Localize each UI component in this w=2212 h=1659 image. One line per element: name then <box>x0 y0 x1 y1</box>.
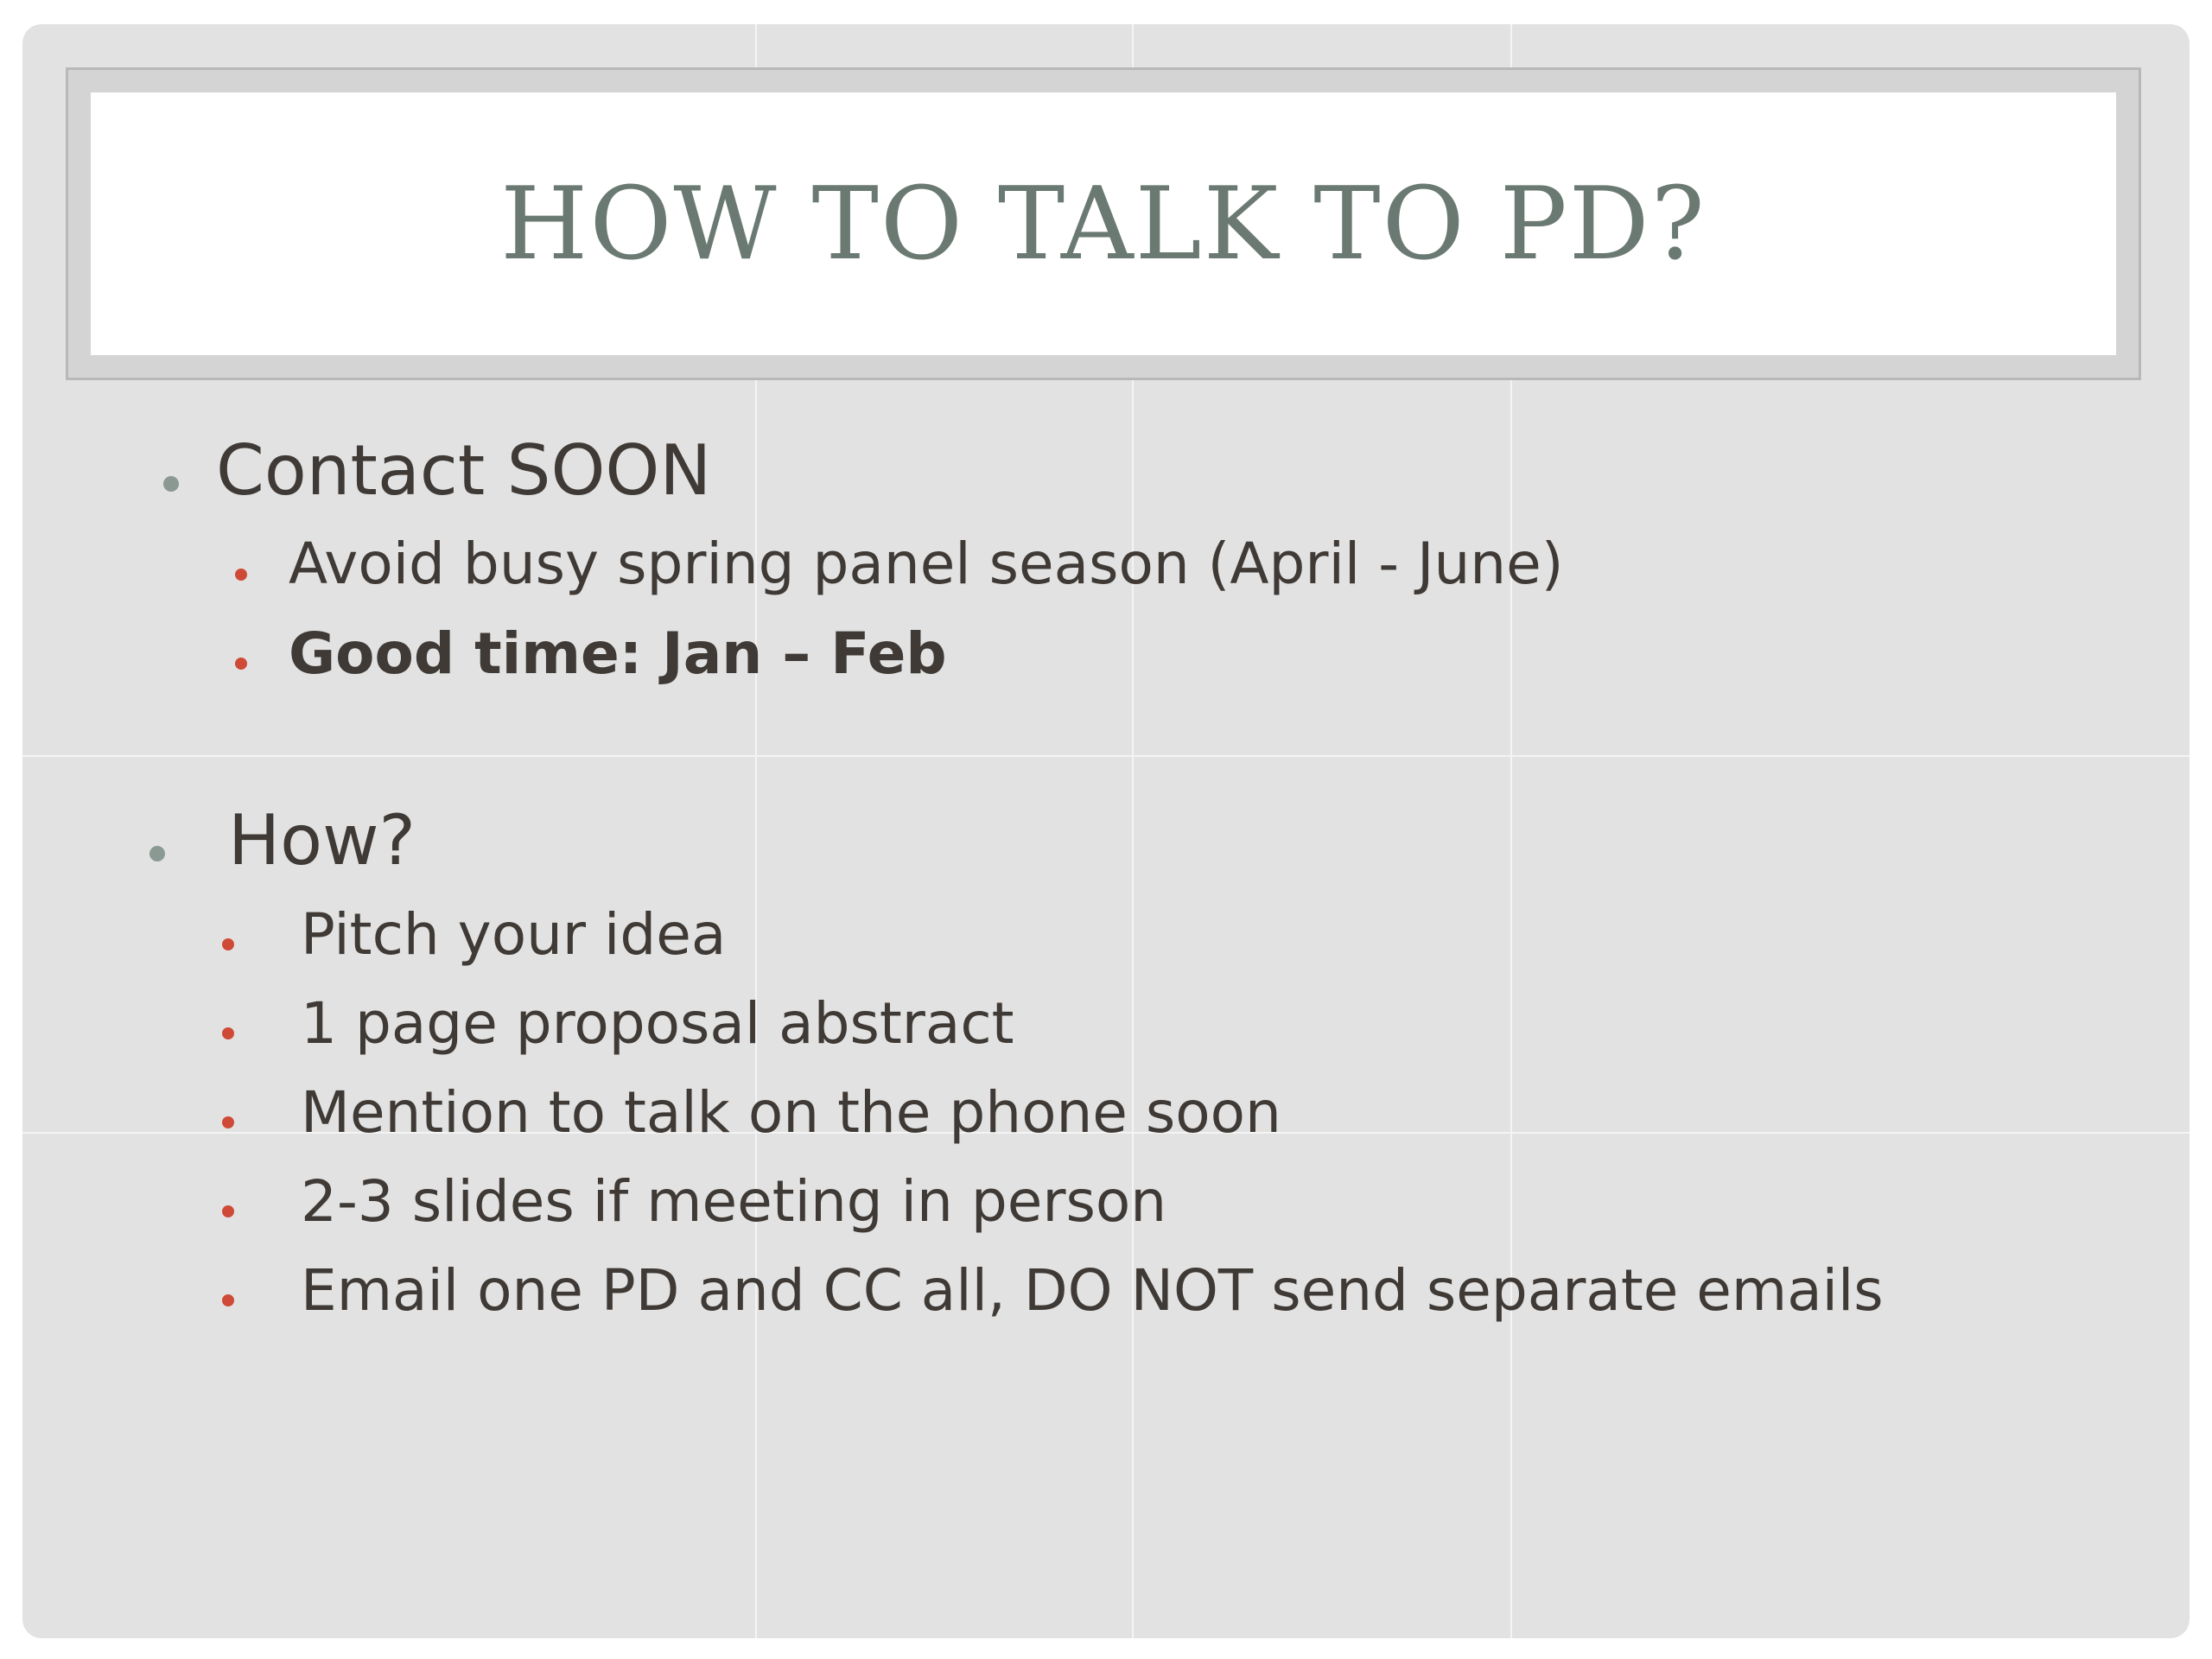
bullet-dot-icon <box>222 1294 234 1306</box>
slide-content <box>22 24 2190 1638</box>
section-heading-contact: Contact SOON <box>216 430 712 511</box>
slide <box>22 24 2190 1638</box>
list-item: 2-3 slides if meeting in person <box>301 1168 1167 1235</box>
bullet-dot-icon <box>222 1027 234 1039</box>
list-item: Mention to talk on the phone soon <box>301 1079 1281 1146</box>
bullet-dot-icon <box>222 1116 234 1128</box>
list-item: Good time: Jan – Feb <box>289 620 947 687</box>
bullet-dot-icon <box>235 658 247 670</box>
bullet-dot-icon <box>149 846 165 861</box>
list-item: 1 page proposal abstract <box>301 990 1014 1057</box>
section-heading-how: How? <box>228 800 416 880</box>
list-item: Avoid busy spring panel season (April - June) <box>289 531 1564 597</box>
bullet-dot-icon <box>235 569 247 581</box>
list-item: Pitch your idea <box>301 901 727 968</box>
bullet-dot-icon <box>222 1205 234 1217</box>
list-item: Email one PD and CC all, DO NOT send separate emails <box>301 1257 1884 1324</box>
bullet-dot-icon <box>163 476 179 492</box>
bullet-dot-icon <box>222 938 234 950</box>
slide-title: HOW TO TALK TO PD? <box>500 165 1707 283</box>
